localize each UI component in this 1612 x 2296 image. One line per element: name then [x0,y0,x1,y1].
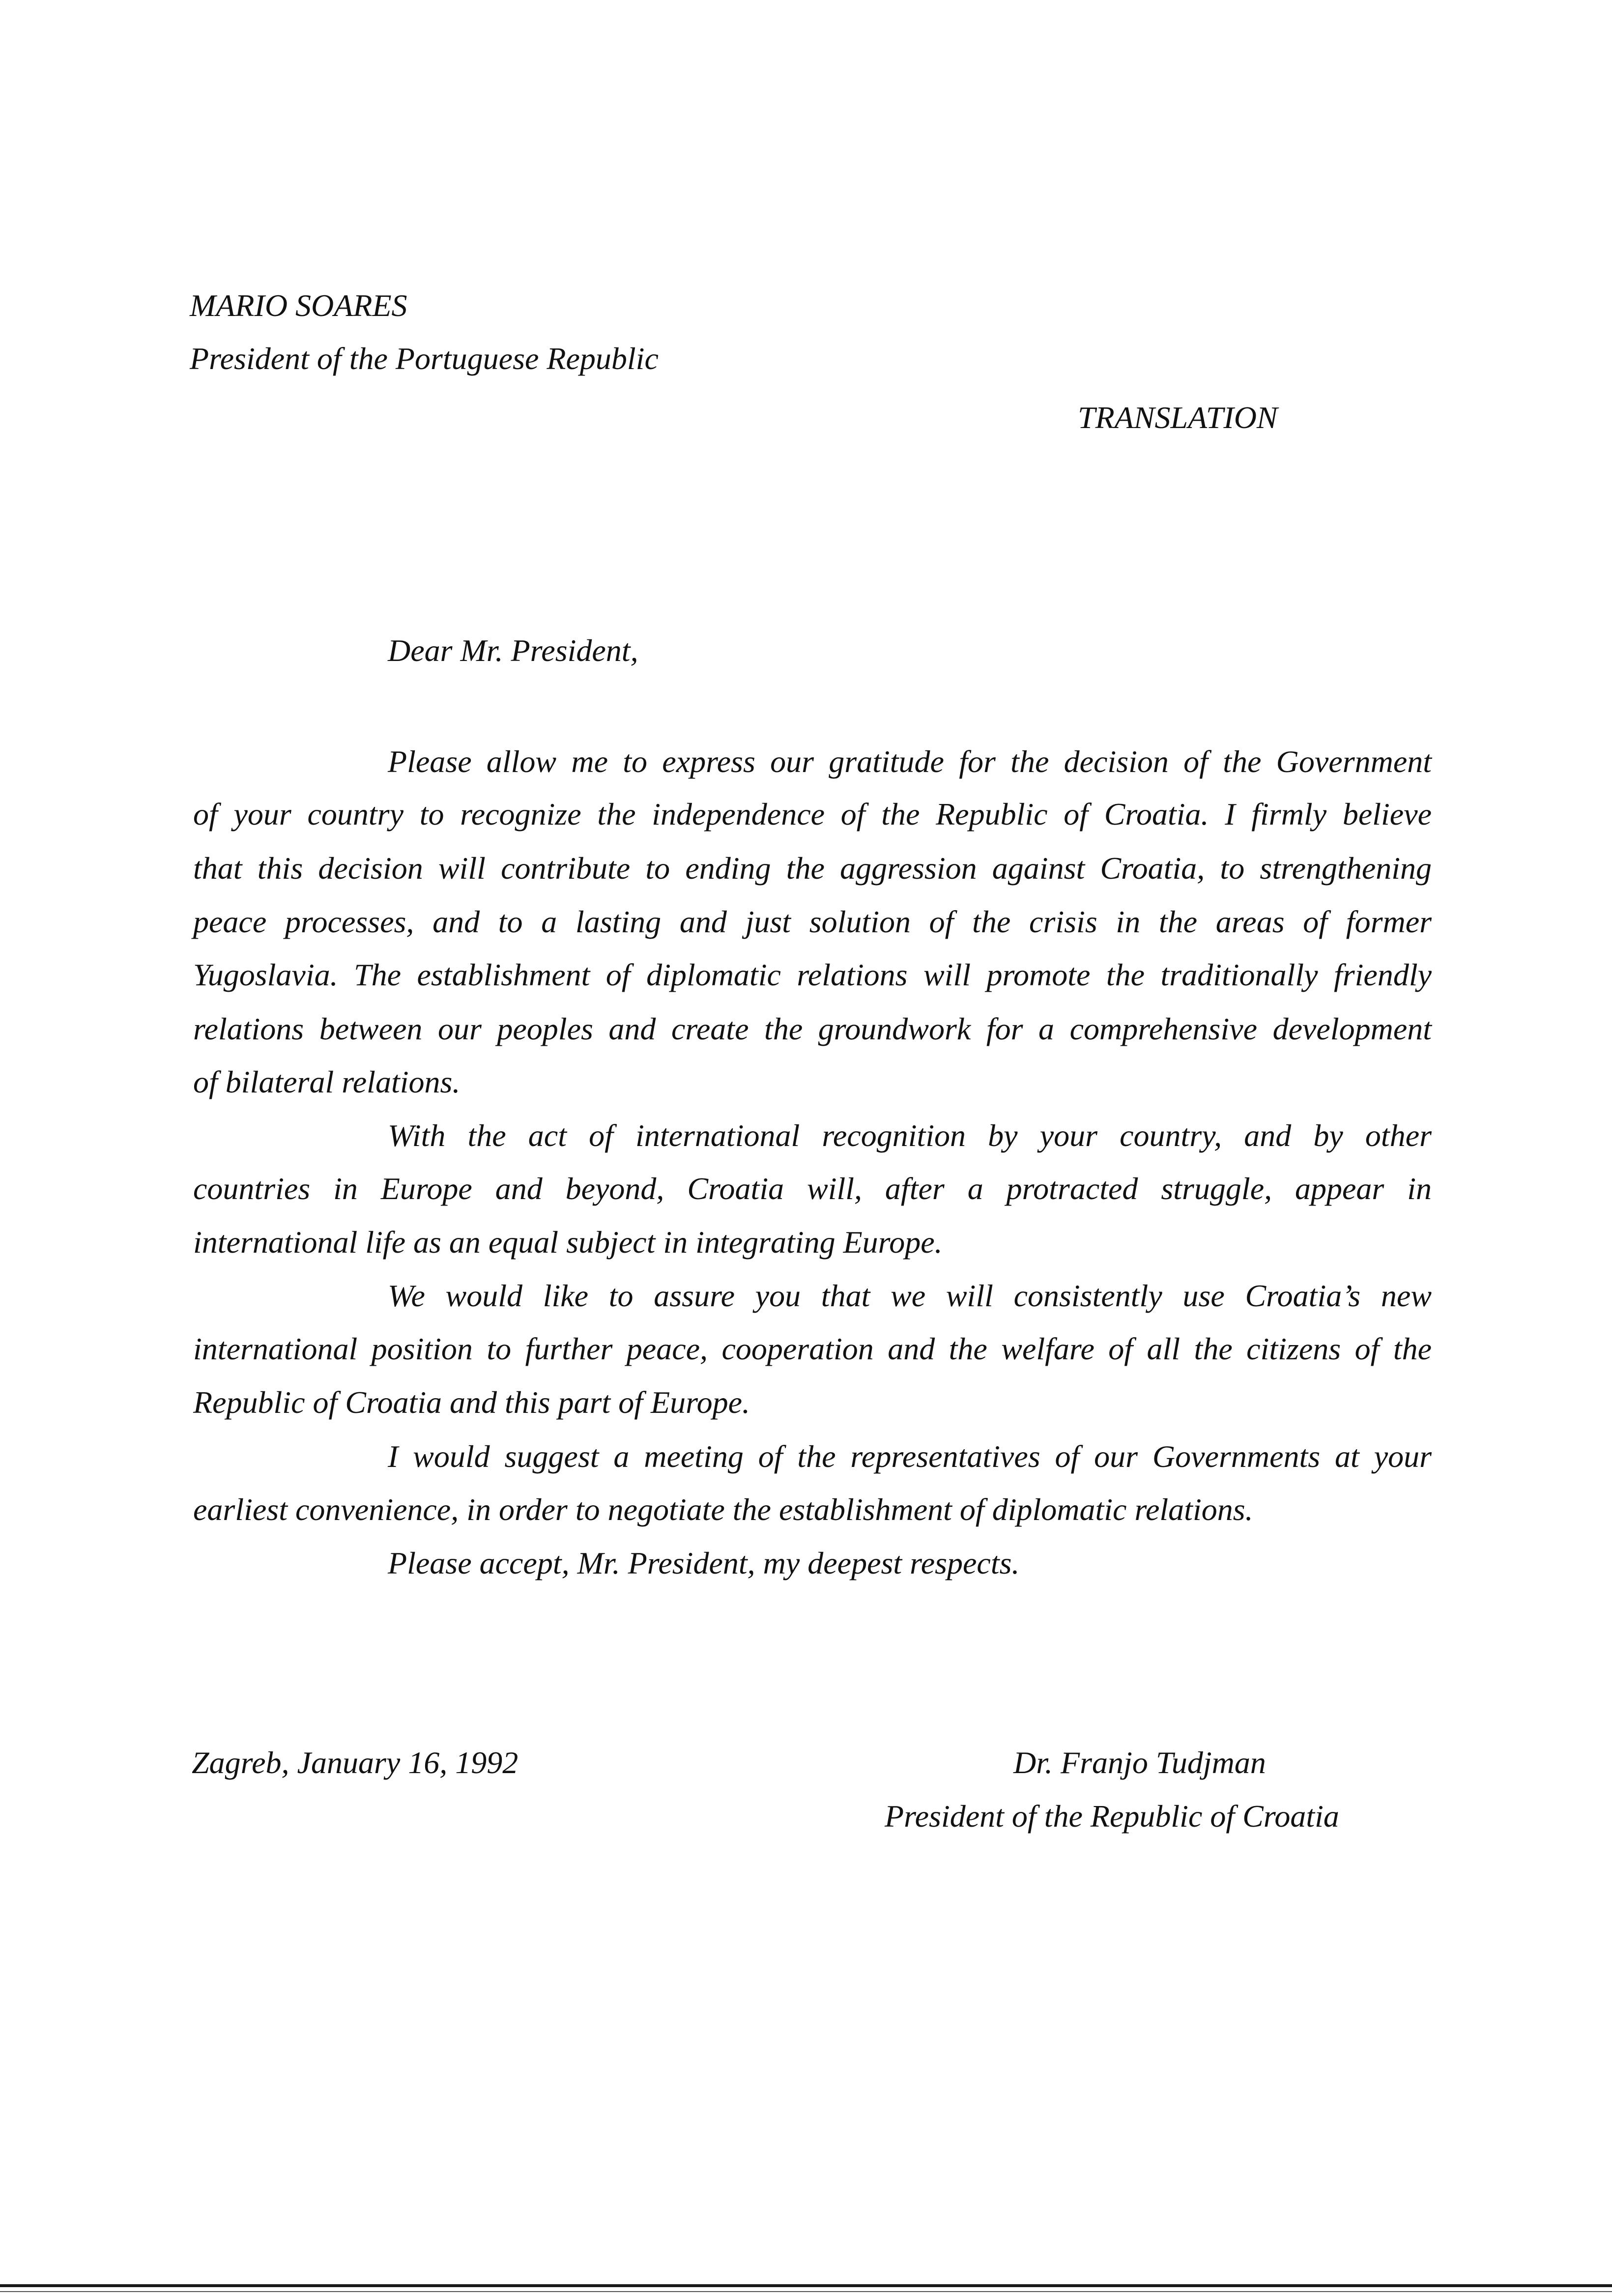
paragraph-2-line-2: countries in Europe and beyond, Croatia will, after a protracted struggle, appear in [193,1171,1432,1206]
paragraph-1-line-1: Please allow me to express our gratitude for the decision of the Government [388,744,1432,779]
salutation: Dear Mr. President, [388,633,638,668]
paragraph-1-line-6: relations between our peoples and create the groundwork for a comprehensive development [193,1011,1432,1046]
paragraph-1-line-5: Yugoslavia. The establishment of diplomatic relations will promote the traditionally friendly [193,957,1432,992]
place-date: Zagreb, January 16, 1992 [192,1745,518,1780]
recipient-name: MARIO SOARES [190,288,407,323]
paragraph-3-line-3: Republic of Croatia and this part of Europe. [193,1385,750,1420]
paragraph-2-line-3: international life as an equal subject in integrating Europe. [193,1225,943,1260]
recipient-title: President of the Portuguese Republic [190,341,659,376]
paragraph-1-line-4: peace processes, and to a lasting and just solution of the crisis in the areas of former [193,904,1432,939]
paragraph-4-line-1: I would suggest a meeting of the representatives of our Governments at your [388,1439,1432,1474]
paragraph-3-line-1: We would like to assure you that we will consistently use Croatia’s new [388,1278,1432,1313]
paragraph-2-line-1: With the act of international recognition by your country, and by other [388,1118,1432,1153]
bottom-rule-thin [0,2291,1612,2292]
paragraph-3-line-2: international position to further peace, cooperation and the welfare of all the citizens of the [193,1331,1432,1366]
paragraph-1-line-2: of your country to recognize the independence of the Republic of Croatia. I firmly believe [193,797,1432,832]
paragraph-1-line-3: that this decision will contribute to ending the aggression against Croatia, to strengthening [193,851,1432,886]
paragraph-1-line-7: of bilateral relations. [193,1064,461,1099]
translation-label: TRANSLATION [1078,400,1278,435]
signatory-title: President of the Republic of Croatia [885,1799,1339,1834]
signatory-name: Dr. Franjo Tudjman [1013,1745,1266,1780]
paragraph-4-line-2: earliest convenience, in order to negotiate the establishment of diplomatic relations. [193,1492,1253,1527]
closing-line: Please accept, Mr. President, my deepest respects. [388,1546,1020,1580]
bottom-rule [0,2284,1612,2287]
